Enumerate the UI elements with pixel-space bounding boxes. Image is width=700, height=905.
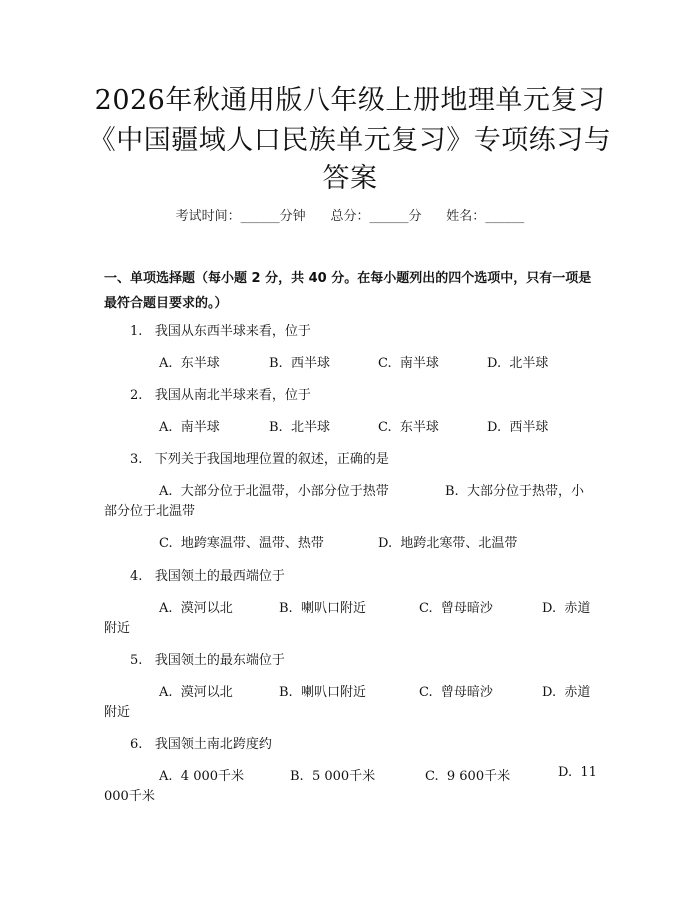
option-c: C. 曾母暗沙: [419, 601, 493, 616]
option-c: C. 9 600千米: [425, 769, 511, 784]
document-title-line-1: 2026年秋通用版八年级上册地理单元复习: [94, 85, 606, 116]
question-text: 下列关于我国地理位置的叙述，正确的是: [154, 452, 389, 467]
option-b: B. 北半球: [269, 420, 330, 435]
question-5: [130, 649, 285, 668]
question-number: 2.: [130, 388, 143, 403]
question-number: 6.: [130, 737, 143, 752]
option-a: A. 东半球: [159, 356, 220, 371]
question-number: 4.: [130, 569, 143, 584]
option-a: A. 南半球: [159, 420, 220, 435]
option-d: D. 北半球: [487, 356, 549, 371]
option-c: C. 曾母暗沙: [419, 685, 493, 700]
option-c: C. 东半球: [378, 420, 439, 435]
option-c: C. 南半球: [378, 356, 439, 371]
option-a: A. 漠河以北: [159, 601, 233, 616]
question-4: [130, 565, 285, 584]
option-d: D. 赤道: [542, 601, 591, 616]
option-a: A. 4 000千米: [159, 769, 245, 784]
option-a: A. 大部分位于北温带，小部分位于热带: [159, 484, 389, 499]
option-d-continued: 000千米: [104, 789, 155, 804]
option-b: B. 大部分位于热带，小: [445, 484, 584, 499]
question-2: [130, 384, 311, 403]
document-title-line-2: 《中国疆域人口民族单元复习》专项练习与: [88, 125, 612, 156]
option-b-continued: 部分位于北温带: [104, 504, 196, 519]
question-1: [130, 320, 311, 339]
total-score-field: 总分：______分: [330, 209, 422, 224]
option-a: A. 漠河以北: [159, 685, 233, 700]
option-d: D. 地跨北寒带、北温带: [378, 536, 518, 551]
option-b: B. 喇叭口附近: [279, 601, 366, 616]
document-title-line-3: 答案: [322, 163, 378, 194]
exam-time-field: 考试时间：______分钟: [175, 209, 306, 224]
section-heading-single-choice: 一、单项选择题（每小题 2 分，共 40 分。在每小题列出的四个选项中，只有一项是最符合题目要求的。）: [104, 271, 592, 311]
question-number: 5.: [130, 653, 143, 668]
question-text: 我国领土南北跨度约: [154, 737, 272, 752]
question-text: 我国从东西半球来看，位于: [154, 324, 311, 339]
question-3: [130, 448, 389, 467]
option-c: C. 地跨寒温带、温带、热带: [159, 536, 324, 551]
option-d-continued: 附近: [104, 621, 131, 636]
option-d: D. 西半球: [487, 420, 549, 435]
option-b: B. 喇叭口附近: [279, 685, 366, 700]
option-b: B. 西半球: [269, 356, 330, 371]
student-name-field: 姓名：______: [446, 209, 525, 224]
question-text: 我国领土的最东端位于: [154, 653, 285, 668]
option-d-continued: 附近: [104, 705, 131, 720]
question-number: 1.: [130, 324, 143, 339]
exam-meta-line: [0, 205, 700, 224]
option-d: D. 11: [558, 765, 597, 780]
option-d: D. 赤道: [542, 685, 591, 700]
question-text: 我国领土的最西端位于: [154, 569, 285, 584]
option-b: B. 5 000千米: [290, 769, 376, 784]
question-text: 我国从南北半球来看，位于: [154, 388, 311, 403]
question-number: 3.: [130, 452, 143, 467]
question-6: [130, 733, 272, 752]
